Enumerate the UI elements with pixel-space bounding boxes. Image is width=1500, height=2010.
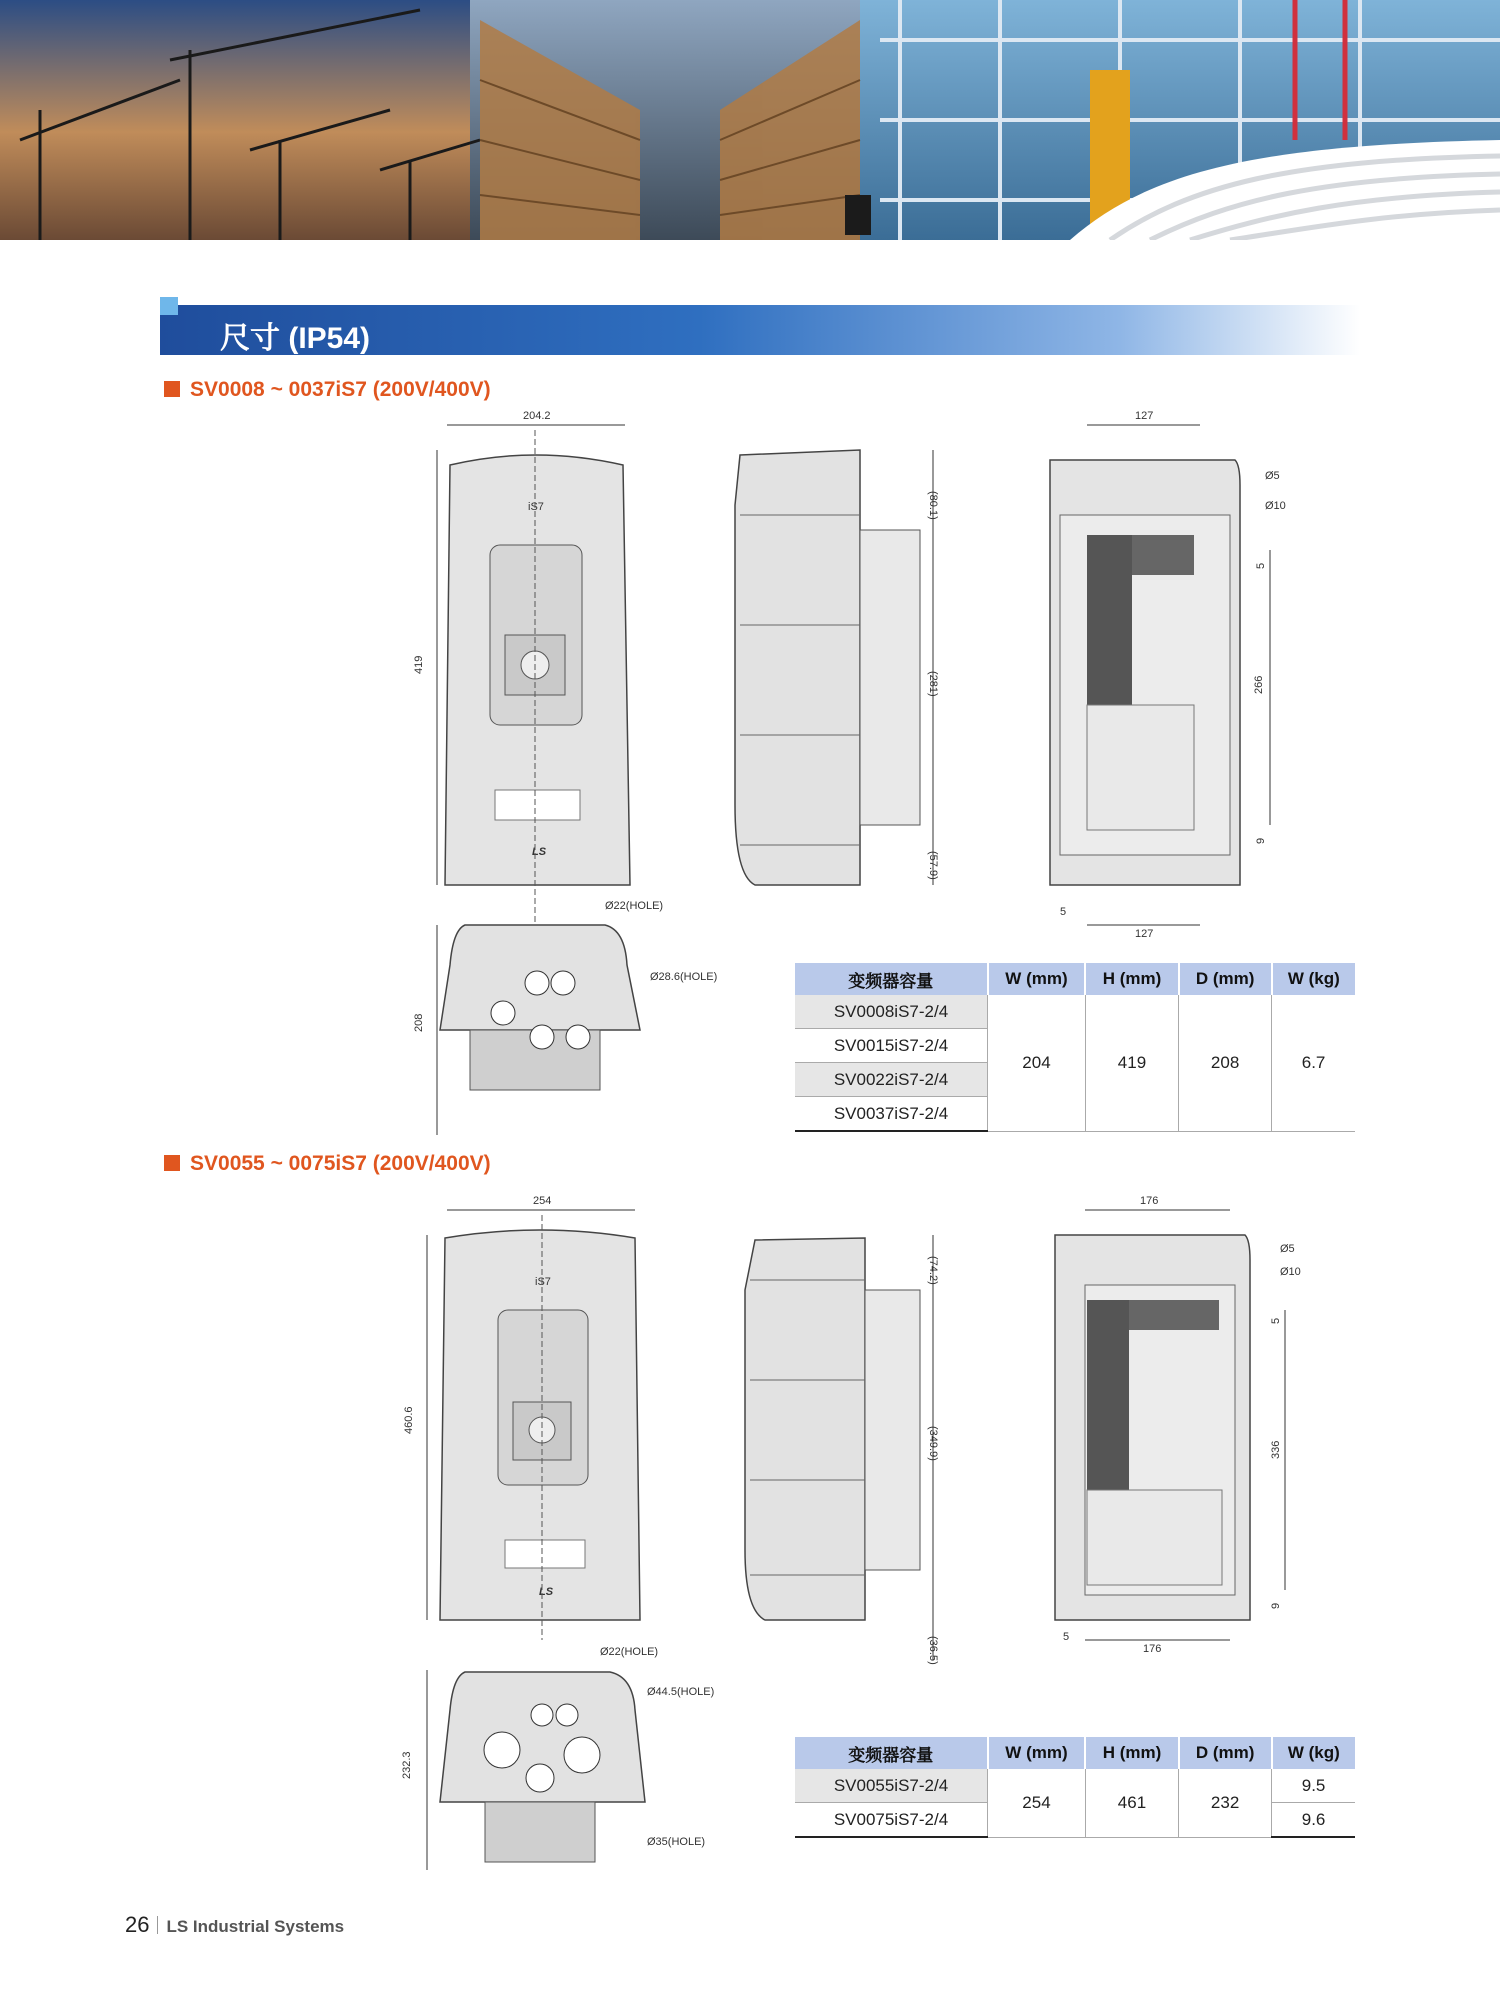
dim-hole-small-2: Ø5 [1280,1243,1295,1255]
height-value: 461 [1085,1769,1178,1837]
company-name: LS Industrial Systems [166,1917,345,1936]
heading-marker [164,381,180,397]
front-model-label-1: iS7 [528,501,544,513]
dim-bottom-hole-3-2: Ø35(HOLE) [647,1836,706,1848]
dim-mount-bottom-2: 176 [1143,1643,1162,1655]
dim-mount-side-offset-2: 5 [1063,1631,1070,1643]
dim-mount-top-offset-1: 5 [1255,562,1267,569]
col-header-width: W (mm) [988,963,1086,995]
table-row [795,995,1355,1029]
model-cell: SV0037iS7-2/4 [795,1097,988,1132]
dim-mount-height-1: 266 [1253,675,1265,694]
dim-side-top-1: (80.1) [927,491,939,520]
spec-table-1 [795,963,1355,1132]
section-1-heading-text: SV0008 ~ 0037iS7 (200V/400V) [190,378,491,401]
page-footer [125,1912,344,1938]
side-view-1 [735,450,939,885]
header-banner [0,0,1500,240]
spec-table-2 [795,1737,1355,1838]
dim-mount-top-offset-2: 5 [1270,1317,1282,1324]
col-header-depth: D (mm) [1179,1737,1272,1769]
dim-side-bot-1: (57.9) [927,851,939,880]
model-cell: SV0022iS7-2/4 [795,1063,988,1097]
weight-value: 9.5 [1272,1769,1355,1803]
dim-bottom-hole-1-1: Ø22(HOLE) [605,900,664,912]
page-number: 26 [125,1912,150,1937]
depth-value: 232 [1179,1769,1272,1837]
front-model-label-2: iS7 [535,1276,551,1288]
front-brand-2: LS [539,1586,554,1598]
dim-height-1: 419 [413,655,425,674]
front-view-1 [413,410,630,925]
front-view-2 [403,1195,640,1640]
rear-view-1 [1050,410,1286,940]
col-header-capacity: 变频器容量 [795,1737,988,1769]
col-header-weight: W (kg) [1272,1737,1355,1769]
footer-divider [157,1916,158,1934]
dim-mount-bot-offset-2: 9 [1270,1602,1282,1609]
dim-bottom-hole-1-2: Ø22(HOLE) [600,1646,659,1658]
dim-width-2: 254 [533,1195,552,1207]
dim-hole-large-2: Ø10 [1280,1266,1301,1278]
section-title: 尺寸 (IP54) [220,322,371,355]
heading-marker [164,1155,180,1171]
dim-side-mid-2: (349.9) [927,1426,939,1461]
section-title-bar [160,305,1360,355]
dim-mount-width-2: 176 [1140,1195,1159,1207]
dim-side-mid-1: (281) [927,671,939,697]
dim-bottom-hole-2-2: Ø44.5(HOLE) [647,1686,715,1698]
col-header-capacity: 变频器容量 [795,963,988,995]
model-cell: SV0075iS7-2/4 [795,1803,988,1838]
weight-value: 6.7 [1272,995,1355,1131]
dim-mount-bot-offset-1: 9 [1255,837,1267,844]
dim-bottom-hole-2-1: Ø28.6(HOLE) [650,971,718,983]
col-header-depth: D (mm) [1179,963,1272,995]
model-cell: SV0008iS7-2/4 [795,995,988,1029]
dim-mount-side-offset-1: 5 [1060,906,1067,918]
side-view-2 [745,1235,939,1665]
table-row [795,1769,1355,1803]
col-header-width: W (mm) [988,1737,1086,1769]
dim-mount-height-2: 336 [1270,1440,1282,1459]
width-value: 254 [988,1769,1086,1837]
dim-mount-bottom-1: 127 [1135,928,1154,940]
dim-bottom-depth-2: 232.3 [401,1751,413,1779]
bottom-view-1 [413,900,717,1135]
width-value: 204 [988,995,1086,1131]
col-header-height: H (mm) [1085,963,1178,995]
weight-value: 9.6 [1272,1803,1355,1838]
dim-bottom-depth-1: 208 [413,1013,425,1032]
dim-width-1: 204.2 [523,410,551,422]
dim-mount-width-1: 127 [1135,410,1154,422]
title-marker [160,297,178,315]
dim-side-top-2: (74.2) [927,1256,939,1285]
dim-side-bot-2: (36.5) [927,1636,939,1665]
height-value: 419 [1085,995,1178,1131]
rear-view-2 [1055,1195,1301,1655]
col-header-weight: W (kg) [1272,963,1355,995]
dim-hole-small-1: Ø5 [1265,470,1280,482]
bottom-view-2 [401,1646,714,1870]
section-1-heading [164,378,491,402]
section-2-heading [164,1152,491,1176]
col-header-height: H (mm) [1085,1737,1178,1769]
model-cell: SV0055iS7-2/4 [795,1769,988,1803]
dim-hole-large-1: Ø10 [1265,500,1286,512]
depth-value: 208 [1179,995,1272,1131]
dim-height-2: 460.6 [403,1406,415,1434]
section-2-heading-text: SV0055 ~ 0075iS7 (200V/400V) [190,1152,491,1175]
front-brand-1: LS [532,846,547,858]
model-cell: SV0015iS7-2/4 [795,1029,988,1063]
